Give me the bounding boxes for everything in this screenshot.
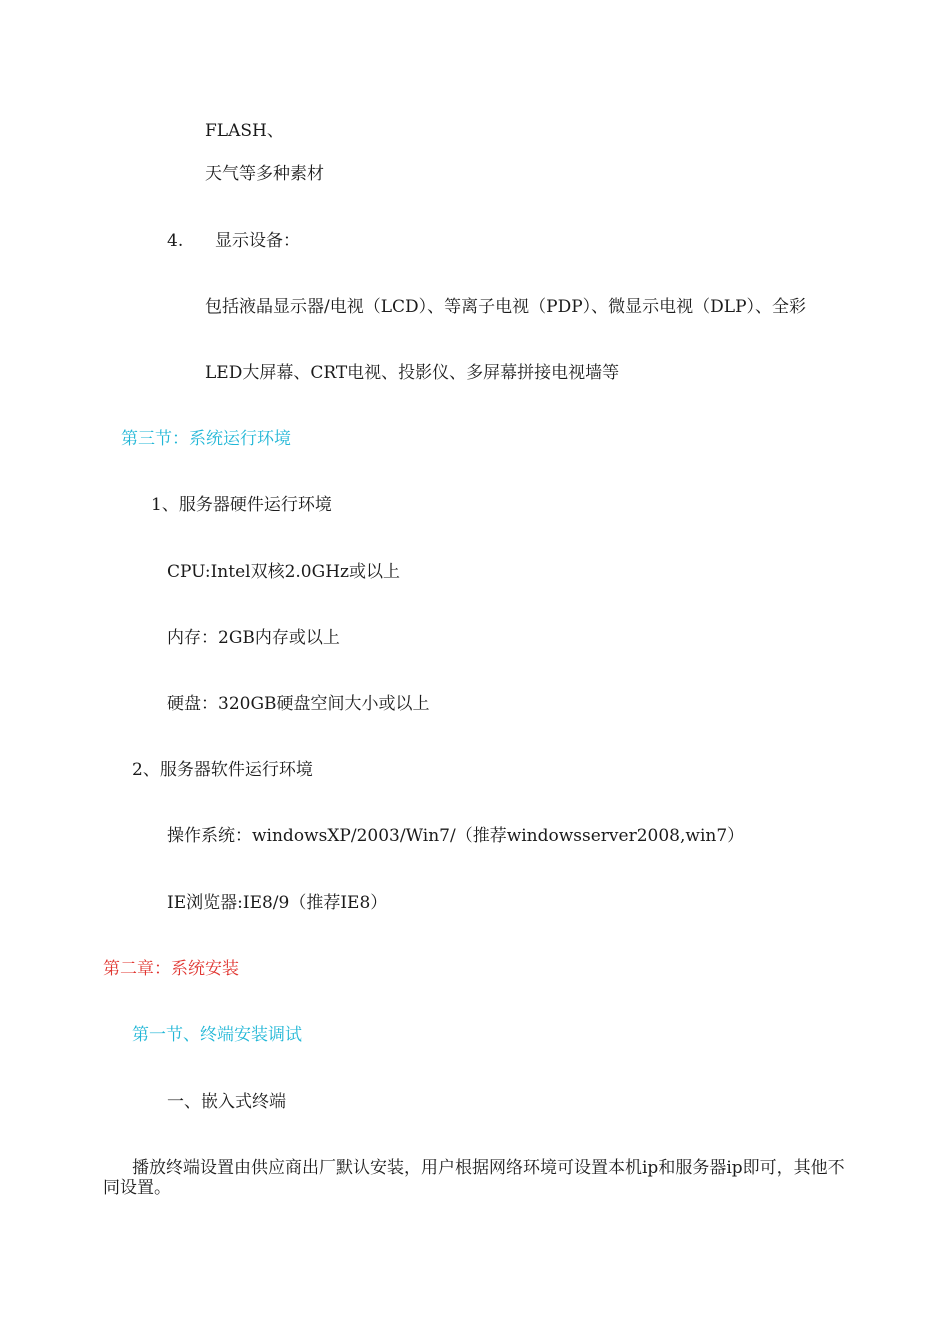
media-flash-line: FLASH、 <box>205 121 284 141</box>
display-devices-description: 包括液晶显示器/电视（LCD）、等离子电视（PDP）、微显示电视（DLP）、全彩 <box>205 297 807 317</box>
software-browser: IE浏览器:IE8/9（推荐IE8） <box>167 893 388 913</box>
software-os: 操作系统：windowsXP/2003/Win7/（推荐windowsserver2008,win7） <box>167 826 745 846</box>
embedded-terminal-heading: 一、嵌入式终端 <box>167 1092 286 1112</box>
display-devices-heading-text: 显示设备： <box>215 231 300 251</box>
embedded-terminal-body: 播放终端设置由供应商出厂默认安装，用户根据网络环境可设置本机ip和服务器ip即可，其他不同设置。 <box>103 1158 845 1198</box>
hardware-heading: 1、服务器硬件运行环境 <box>151 495 332 515</box>
display-devices-heading <box>167 231 300 251</box>
display-devices-description-2: LED大屏幕、CRT电视、投影仪、多屏幕拼接电视墙等 <box>205 363 620 383</box>
media-weather-line: 天气等多种素材 <box>205 164 324 184</box>
list-number: 4. <box>167 231 184 251</box>
chapter2-section1-title: 第一节、终端安装调试 <box>132 1025 302 1045</box>
software-heading: 2、服务器软件运行环境 <box>132 760 313 780</box>
hardware-memory: 内存：2GB内存或以上 <box>167 628 340 648</box>
chapter2-title: 第二章：系统安装 <box>103 959 239 979</box>
hardware-disk: 硬盘：320GB硬盘空间大小或以上 <box>167 694 430 714</box>
hardware-cpu: CPU:Intel双核2.0GHz或以上 <box>167 562 400 582</box>
section3-title: 第三节：系统运行环境 <box>121 429 291 449</box>
